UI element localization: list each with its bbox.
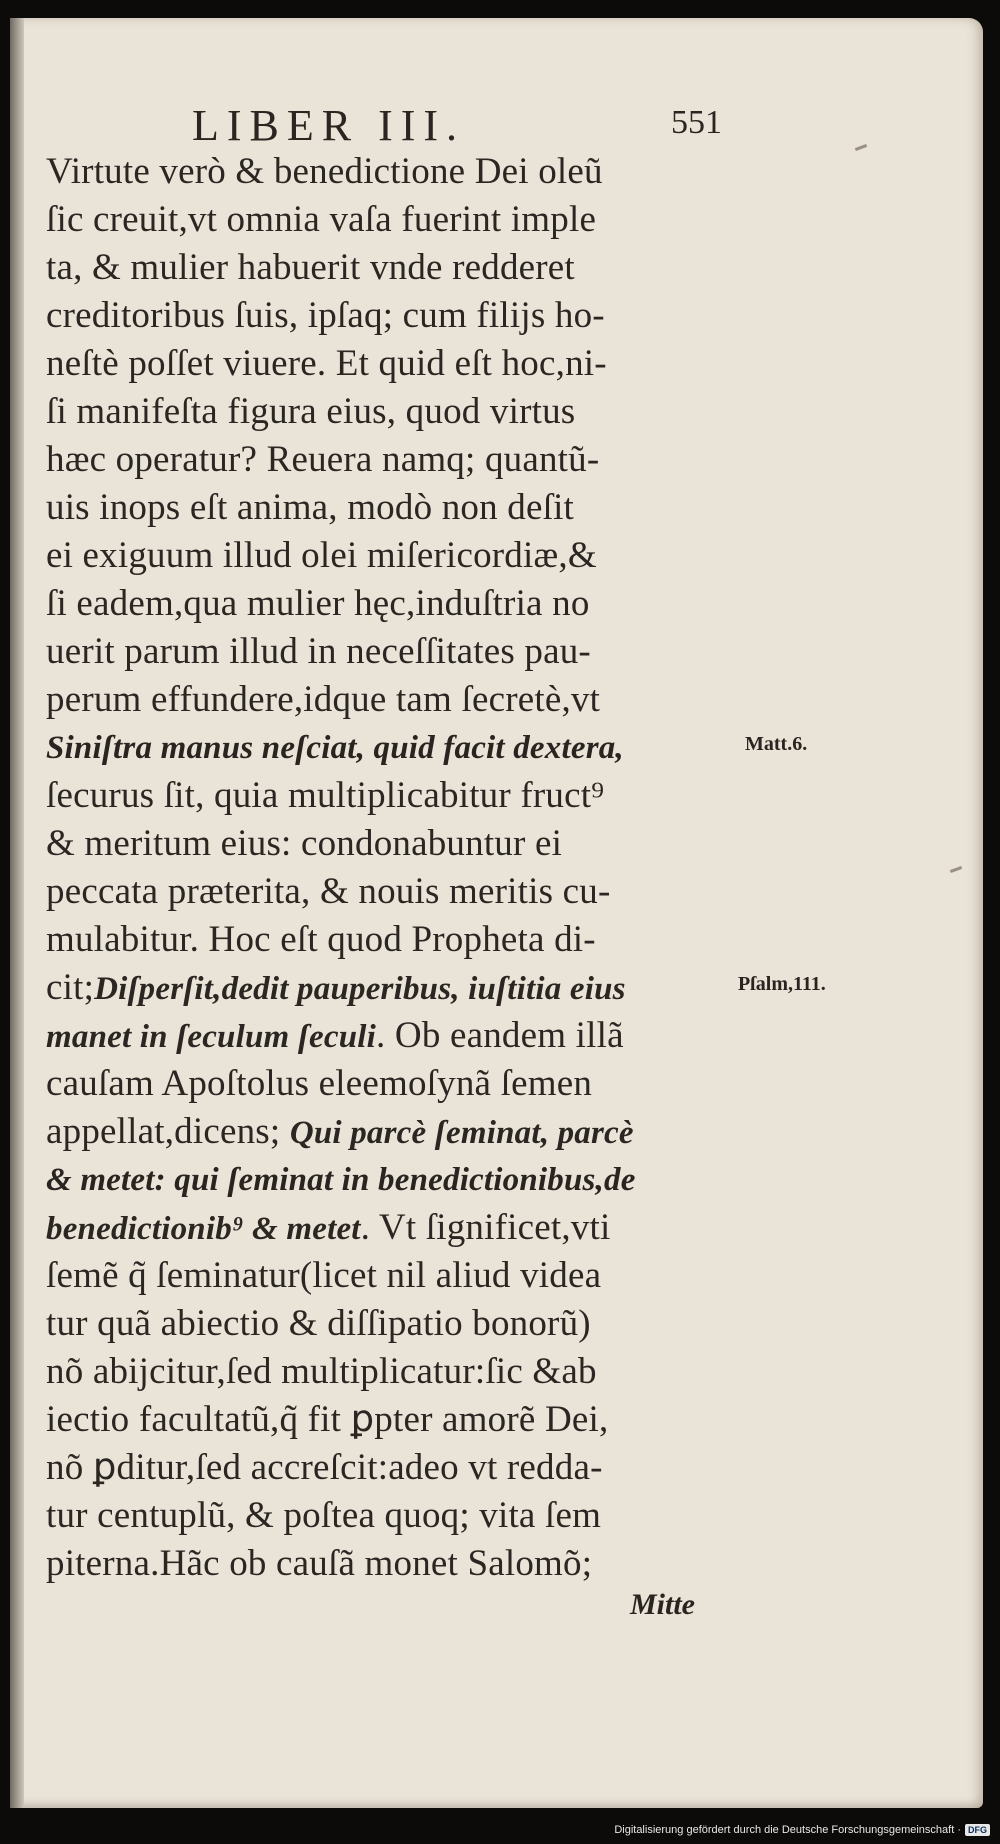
footer-credit-text: Digitalisierung gefördert durch die Deutsche Forschungsgemeinschaft · [614,1824,961,1836]
text-line: peccata præterita, & nouis meritis cu- [46,871,611,912]
text-line: nõ ꝑditur,ſed accreſcit:adeo vt redda- [46,1447,603,1488]
text-line: neſtè poſſet viuere. Et quid eſt hoc,ni- [46,343,607,384]
italic-segment: Diſperſit,dedit pauperibus, iuſtitia eius [94,971,626,1007]
text-line [46,1204,736,1252]
text-line: ſic creuit,vt omnia vaſa fuerint imple [46,199,597,240]
text-line: & meritum eius: condonabuntur ei [46,823,563,864]
text-line: ta, & mulier habuerit vnde redderet [46,247,575,288]
footer-credit [614,1824,990,1836]
roman-segment: appellat,dicens; [46,1111,290,1152]
running-head: LIBER III. [192,101,466,150]
page-header [192,100,722,150]
text-line: uis inops eſt anima, modò non deſit [46,487,575,528]
text-line: perum effundere,idque tam ſecretè,vt [46,679,601,720]
text-line [46,1012,736,1060]
text-line: creditoribus ſuis, ipſaq; cum filijs ho- [46,295,605,336]
text-line: iectio facultatũ,q̃ fit ꝑpter amorẽ Dei, [46,1399,609,1440]
roman-segment: . Vt ſignificet,vti [360,1207,611,1248]
text-line: Virtute verò & benedictione Dei oleũ [46,151,603,192]
body-text [46,148,736,1588]
catchword: Mitte [630,1588,695,1621]
margin-note-matt: Matt.6. [745,733,808,755]
text-line: mulabitur. Hoc eſt quod Propheta di- [46,919,596,960]
text-line: nõ abijcitur,ſed multiplicatur:ſic &ab [46,1351,597,1392]
text-line: uerit parum illud in neceſſitates pau- [46,631,591,672]
text-line: ſi eadem,qua mulier hęc,induſtria no [46,583,590,624]
text-line: piterna.Hãc ob cauſã monet Salomõ; [46,1543,593,1584]
margin-note-psalm: Pſalm,111. [738,973,826,995]
italic-segment: Qui parcè ſeminat, parcè [289,1115,634,1151]
text-line: ſi manifeſta figura eius, quod virtus [46,391,576,432]
italic-segment: manet in ſeculum ſeculi [46,1019,377,1055]
paper-smudge [855,144,867,151]
page-gutter [10,18,24,1808]
dfg-logo: DFG [965,1824,990,1836]
text-line: ſecurus ſit, quia multiplicabitur fruct⁹ [46,775,605,816]
roman-segment: . Ob eandem illã [376,1015,624,1056]
text-line [46,964,736,1012]
text-line: Siniſtra manus neſciat, quid facit dextera, [46,730,624,766]
text-line: ei exiguum illud olei miſericordiæ,& [46,535,597,576]
text-line: & metet: qui ſeminat in benedictionibus,de [46,1162,636,1198]
roman-segment: cit; [46,967,95,1008]
text-line: ſemẽ q̃ ſeminatur(licet nil aliud videa [46,1255,602,1296]
paper-smudge [950,866,962,873]
text-line: tur quã abiectio & diſſipatio bonorũ) [46,1303,591,1344]
text-line: cauſam Apoſtolus eleemoſynã ſemen [46,1063,593,1104]
page-number: 551 [671,104,722,141]
book-page [10,18,983,1808]
text-line: hæc operatur? Reuera namq; quantũ- [46,439,600,480]
italic-segment: benedictionib⁹ & metet [46,1211,361,1247]
text-line [46,1108,736,1156]
text-line: tur centuplũ, & poſtea quoq; vita ſem [46,1495,602,1536]
